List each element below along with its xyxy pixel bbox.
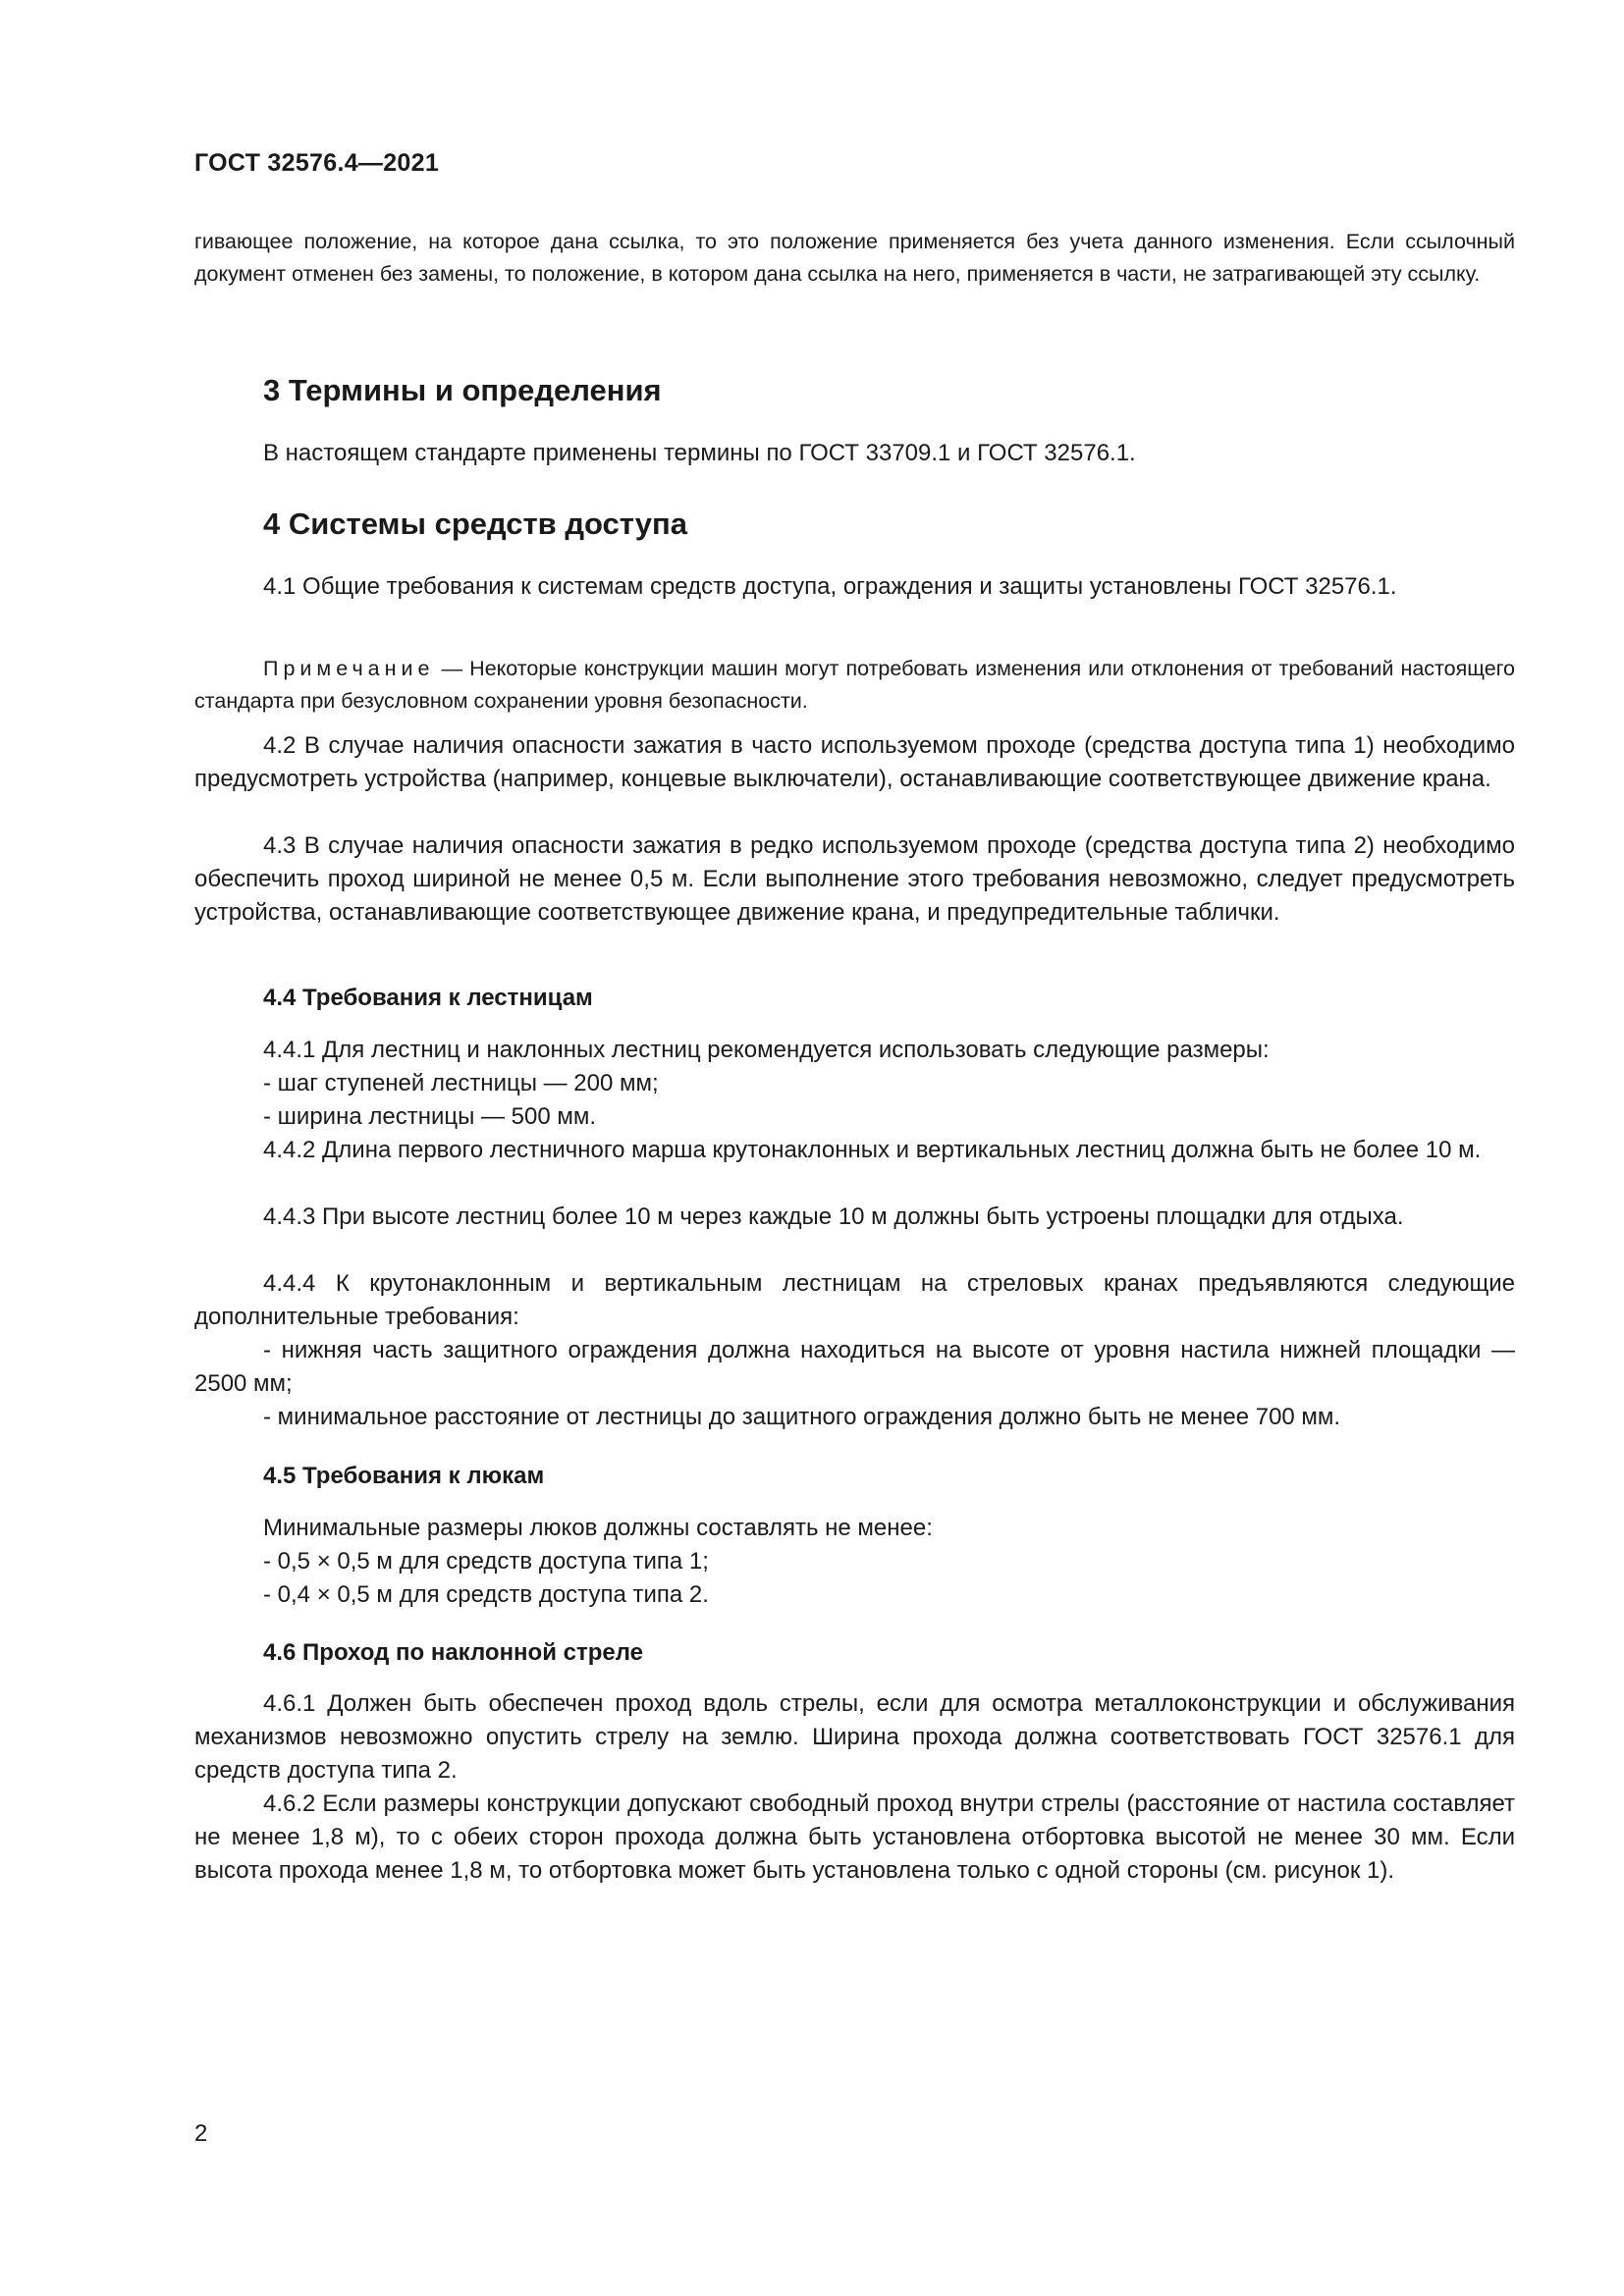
paragraph-4-4-3: 4.4.3 При высоте лестниц более 10 м через каждые 10 м должны быть устроены площадки для отдыха. (263, 1203, 1404, 1230)
subsection-4-4-heading: 4.4 Требования к лестницам (263, 985, 593, 1011)
list-item-step: - шаг ступеней лестницы — 200 мм; (263, 1070, 659, 1096)
paragraph-4-2: 4.2 В случае наличия опасности зажатия в часто используемом проходе (средства доступа типа 1) необходимо предусмотреть устройства (например, концевые выключатели), останавливающие соответствующее движение крана. (194, 732, 1515, 792)
paragraph-4-4-2: 4.4.2 Длина первого лестничного марша крутонаклонных и вертикальных лестниц должна быть не более 10 м. (263, 1137, 1482, 1163)
page-number: 2 (194, 2120, 208, 2147)
requirement-item-lower-guard: - нижняя часть защитного ограждения должна находиться на высоте от уровня настила нижней площадки — 2500 мм; (194, 1337, 1515, 1397)
hatch-size-type1: - 0,5 × 0,5 м для средств доступа типа 1; (263, 1548, 709, 1575)
paragraph-4-6-2: 4.6.2 Если размеры конструкции допускают свободный проход внутри стрелы (расстояние от настила составляет не менее 1,8 м), то с обеих сторон прохода должна быть установлена отбортовка высотой не менее 30 мм. Если высота прохода менее 1,8 м, то отбортовка может быть установлена только с одной стороны (см. рисунок 1). (194, 1790, 1515, 1884)
standard-code-header: ГОСТ 32576.4—2021 (194, 149, 440, 177)
paragraph-4-4-4: 4.4.4 К крутонаклонным и вертикальным лестницам на стреловых кранах предъявляются следующие дополнительные требования: (194, 1270, 1515, 1330)
paragraph-4-3: 4.3 В случае наличия опасности зажатия в редко используемом проходе (средства доступа типа 2) необходимо обеспечить проход шириной не менее 0,5 м. Если выполнение этого требования невозможно, следует предусмотреть устройства, останавливающие соответствующее движение крана, и предупредительные таблички. (194, 832, 1515, 926)
paragraph-4-4-1: 4.4.1 Для лестниц и наклонных лестниц рекомендуется использовать следующие размеры: (263, 1037, 1270, 1063)
requirement-item-min-distance: - минимальное расстояние от лестницы до защитного ограждения должно быть не менее 700 мм. (263, 1404, 1341, 1430)
paragraph-4-6-1: 4.6.1 Должен быть обеспечен проход вдоль стрелы, если для осмотра металлоконструкции и обслуживания механизмов невозможно опустить стрелу на землю. Ширина прохода должна соответствовать ГОСТ 32576.1 для средств доступа типа 2. (194, 1690, 1515, 1784)
list-item-width: - ширина лестницы — 500 мм. (263, 1103, 597, 1130)
section-3-text: В настоящем стандарте применены термины по ГОСТ 33709.1 и ГОСТ 32576.1. (263, 440, 1136, 466)
section-4-heading: 4 Системы средств доступа (263, 507, 687, 541)
hatch-size-text: Минимальные размеры люков должны составлять не менее: (263, 1515, 933, 1541)
note-label: Примечание (263, 657, 435, 680)
subsection-4-6-heading: 4.6 Проход по наклонной стреле (263, 1639, 644, 1666)
hatch-size-type2: - 0,4 × 0,5 м для средств доступа типа 2. (263, 1581, 709, 1608)
continuation-paragraph: гивающее положение, на которое дана ссылка, то это положение применяется без учета данного изменения. Если ссылочный документ отменен без замены, то положение, в котором дана ссылка на него, применяется в части, не затрагивающей эту ссылку. (194, 230, 1515, 286)
note-paragraph (194, 653, 1515, 718)
note-text: — Некоторые конструкции машин могут потребовать изменения или отклонения от требований настоящего стандарта при безусловном сохранении уровня безопасности. (194, 657, 1515, 713)
paragraph-4-1: 4.1 Общие требования к системам средств доступа, ограждения и защиты установлены ГОСТ 32576.1. (263, 573, 1397, 600)
subsection-4-5-heading: 4.5 Требования к люкам (263, 1463, 545, 1489)
section-3-heading: 3 Термины и определения (263, 373, 662, 407)
